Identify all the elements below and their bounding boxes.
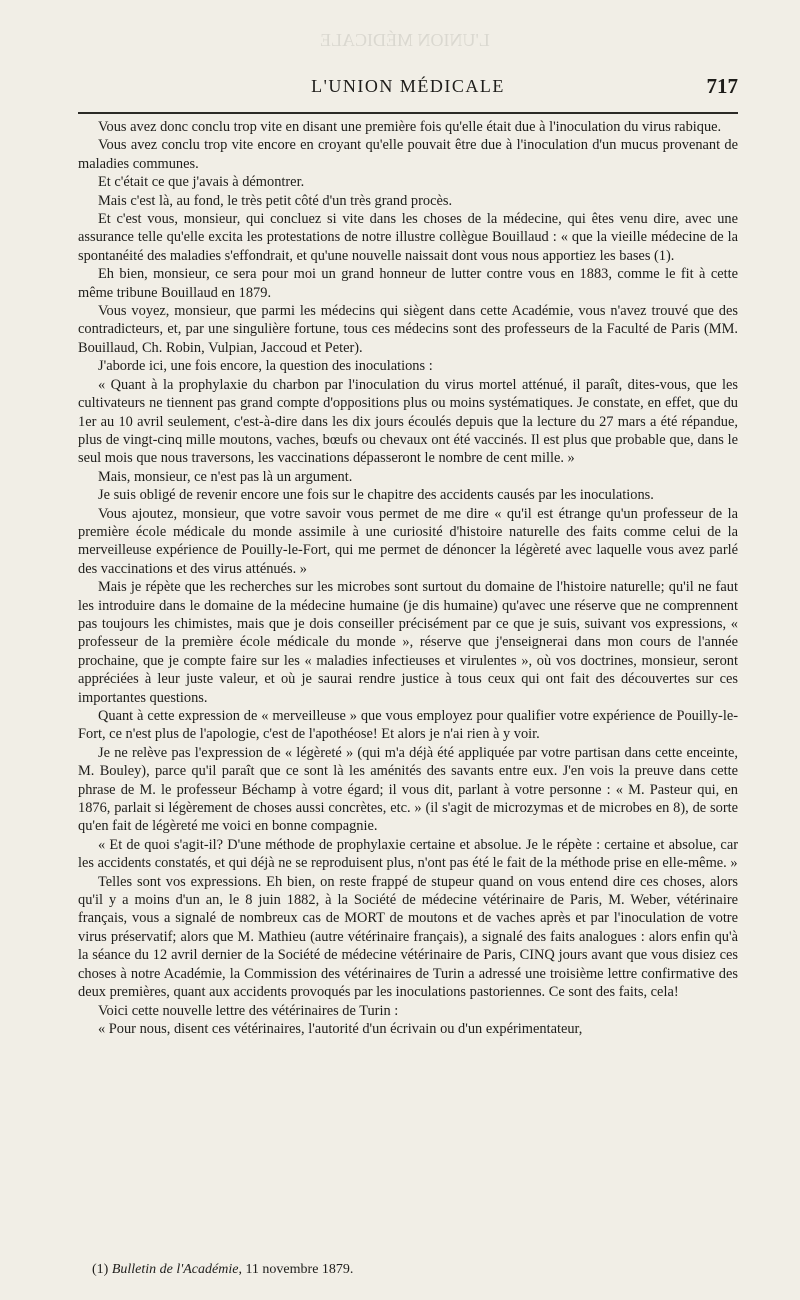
- paragraph: « Et de quoi s'agit-il? D'une méthode de prophylaxie certaine et absolue. Je le répète : certaine et absolue, car les accidents constatés, et qui déjà ne se reproduisent plus, n'ont pas été le fait de la méthode prise en elle-même. »: [78, 836, 738, 872]
- paragraph: Vous avez donc conclu trop vite en disant une première fois qu'elle était due à l'inoculation du virus rabique.: [98, 119, 722, 135]
- page-number: 717: [706, 74, 738, 98]
- paragraph: Mais, monsieur, ce n'est pas là un argument.: [98, 468, 353, 485]
- journal-title: L'UNION MÉDICALE: [311, 76, 505, 96]
- page-header: [78, 76, 738, 100]
- paragraph: Telles sont vos expressions. Eh bien, on reste frappé de stupeur quand on vous entend dire ces choses, alors qu'il y a moins d'un an, le 8 juin 1882, à la Société de médecine vétérinaire de Paris, M. Weber, vétérinaire français, vous a signalé de nombreux cas de MORT de moutons et de vaches après et par l'inoculation de votre virus préservatif; alors que M. Mathieu (autre vétérinaire français), a signalé des faits analogues : alors enfin qu'à la séance du 12 avril dernier de la Société de médecine vétérinaire de Paris, CINQ jours avant que vous disiez ces choses à notre Académie, la Commission des vétérinaires de Turin a adressé une troisième lettre confirmative des deux premières, quant aux accidents provoqués par les inoculations pastoriennes. Ce sont des faits, cela!: [78, 873, 738, 1001]
- footnote: [92, 1262, 738, 1278]
- paragraph: « Quant à la prophylaxie du charbon par l'inoculation du virus mortel atténué, il paraît, dites-vous, que les cultivateurs ne tiennent pas grand compte d'oppositions plus ou moins systématiques. Je constate, en effet, que du 1er au 10 avril seulement, c'est-à-dire dans les dix jours écoulés depuis que la lecture du 27 mars a été répandue, plus de vingt-cinq mille moutons, vaches, bœufs ou chevaux ont été vaccinés. Il est plus que probable que, dans le seul mois que nous traversons, les vaccinations dépasseront le nombre de cent mille. »: [78, 376, 738, 467]
- article-body: [78, 118, 738, 1038]
- paragraph: J'aborde ici, une fois encore, la question des inoculations :: [98, 358, 433, 375]
- paragraph: Je ne relève pas l'expression de « légèreté » (qui m'a déjà été appliquée par votre partisan dans cette enceinte, M. Bouley), parce qu'il paraît que ce sont là les aménités des savants entre eux. J'en vois la preuve dans cette phrase de M. le professeur Béchamp à votre égard; il vous dit, parlant à votre personne : « M. Pasteur qui, en 1876, parlait si légèrement de choses aussi concrètes, etc. » (il s'agit de microzymas et de microbes en 8), de sorte qu'en fait de légèreté me voici en bonne compagnie.: [78, 744, 738, 835]
- paragraph: Mais je répète que les recherches sur les microbes sont surtout du domaine de l'histoire naturelle; qu'il ne faut les introduire dans le domaine de la médecine humaine (je dis humaine) qu'avec une réserve que ne comprennent pas toujours les chimistes, mais que je dois conseiller précisément par ce que je suis, suivant vos expressions, « professeur de la première école médicale du monde », réserve que j'enseignerai dans mon cours de l'année prochaine, que je compte faire sur les « maladies infectieuses et virulentes », où vos doctrines, monsieur, seront appréciées à leur juste valeur, et où je saurai rendre justice à tous ceux qui ont fait des découvertes sur ces importantes questions.: [78, 579, 738, 706]
- paragraph: Et c'était ce que j'avais à démontrer.: [98, 174, 305, 191]
- footnote-marker: (1): [92, 1262, 109, 1277]
- paragraph: Et c'est vous, monsieur, qui concluez si vite dans les choses de la médecine, qui êtes venu dire, avec une assurance telle qu'elle excita les protestations de notre illustre collègue Bouillaud : « que la vieille médecine de la spontanéité des maladies s'effondrait, et qu'une nouvelle naissait dont vous nous apportiez les bases (1).: [78, 211, 738, 264]
- paragraph: Vous ajoutez, monsieur, que votre savoir vous permet de me dire « qu'il est étrange qu'un professeur de la première école médicale du monde assimile à une curiosité d'histoire naturelle des faits comme celui de la merveilleuse expérience de Pouilly-le-Fort, qui me permet de dénoncer la légèreté avec laquelle vous avez parlé des vaccinations et des virus atténués. »: [78, 505, 738, 577]
- footnote-source-title: Bulletin de l'Académie: [111, 1262, 239, 1277]
- header-rule: [78, 112, 738, 114]
- paragraph: Quant à cette expression de « merveilleuse » que vous employez pour qualifier votre expérience de Pouilly-le-Fort, ce n'est plus de l'apologie, c'est de l'apothéose! Et alors je n'ai rien à y voir.: [78, 708, 738, 743]
- footnote-date: , 11 novembre 1879.: [238, 1262, 354, 1277]
- paragraph: Eh bien, monsieur, ce sera pour moi un grand honneur de lutter contre vous en 1883, comme le fit à cette même tribune Bouillaud en 1879.: [78, 266, 738, 301]
- bleed-through-text: L'UNION MÉDICALE: [320, 30, 490, 50]
- paragraph: Vous voyez, monsieur, que parmi les médecins qui siègent dans cette Académie, vous n'avez trouvé que des contradicteurs, et, par une singulière fortune, tous ces médecins sont des professeurs de la Faculté de Paris (MM. Bouillaud, Ch. Robin, Vulpian, Jaccoud et Peter).: [78, 303, 738, 356]
- paragraph: « Pour nous, disent ces vétérinaires, l'autorité d'un écrivain ou d'un expérimentateur,: [98, 1020, 583, 1037]
- paragraph: Je suis obligé de revenir encore une fois sur le chapitre des accidents causés par les inoculations.: [98, 487, 654, 504]
- paragraph: Voici cette nouvelle lettre des vétérinaires de Turin :: [98, 1002, 399, 1019]
- paragraph: Mais c'est là, au fond, le très petit côté d'un très grand procès.: [98, 192, 453, 209]
- paragraph: Vous avez conclu trop vite encore en croyant qu'elle pouvait être due à l'inoculation d'un mucus provenant de maladies communes.: [78, 137, 738, 172]
